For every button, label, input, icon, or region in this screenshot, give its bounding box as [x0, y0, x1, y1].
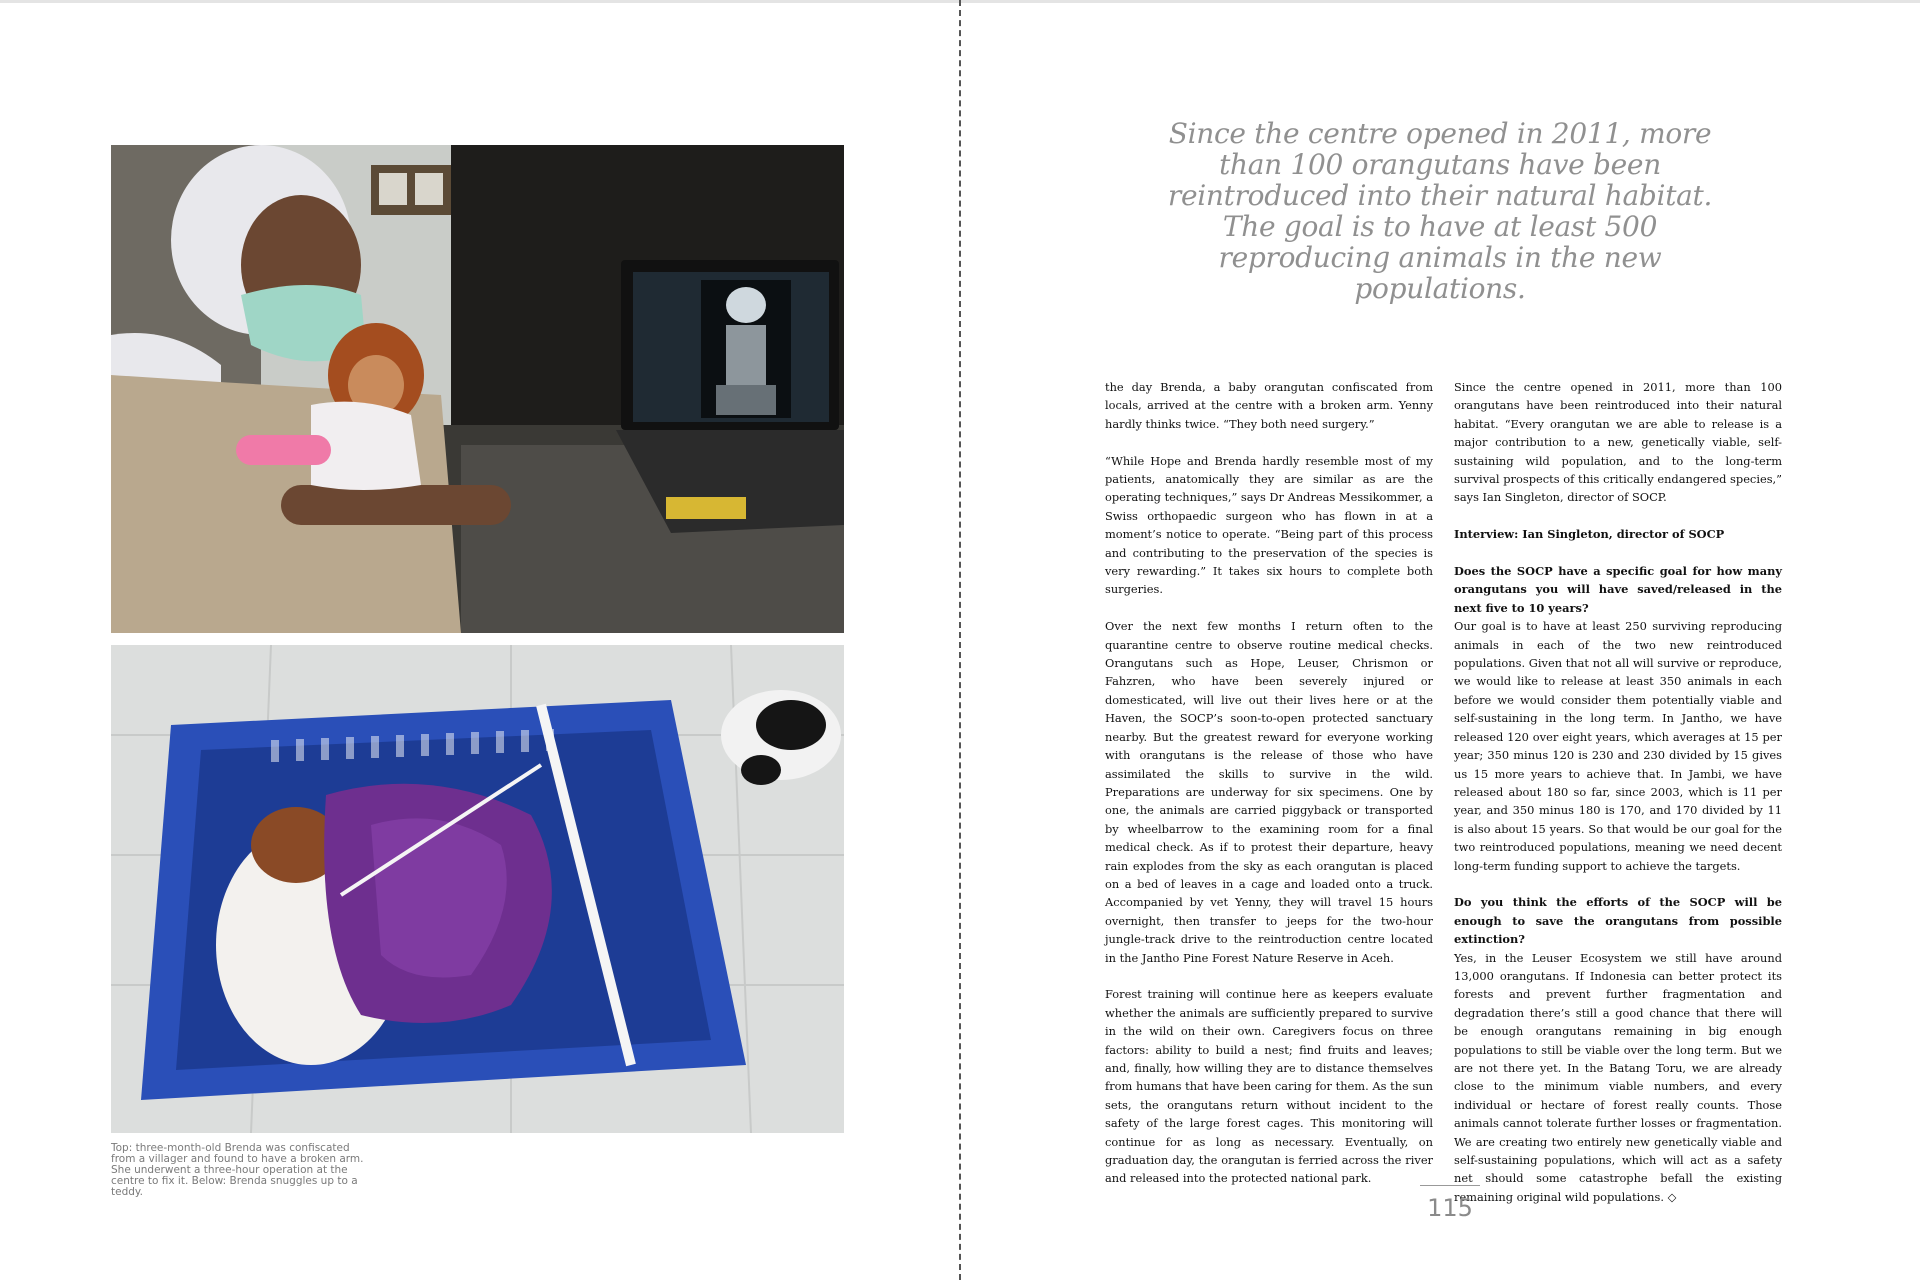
body-column-right [1454, 378, 1782, 1225]
paragraph: “While Hope and Brenda hardly resemble most of my patients, anatomically they are similar as are the operating techniques,” says Dr Andreas Messikommer, a Swiss orthopaedic surgeon who has flown in at a moment’s notice to operate. “Being part of this process and contributing to the preservation of the species is very rewarding.” It takes six hours to complete both surgeries. [1105, 453, 1433, 597]
pull-quote: Since the centre opened in 2011, more than 100 orangutans have been reintroduced into their natural habitat. The goal is to have at least 500 reproducing animals in the new populations. [1167, 117, 1713, 305]
paragraph: Over the next few months I return often to the quarantine centre to observe routine medical checks. Orangutans such as Hope, Leuser, Chrismon or Fahzren, who have been severely injured or domesticated, will live out their lives here or at the Haven, the SOCP’s soon-to-open protected sanctuary nearby. But the greatest reward for everyone working with orangutans is the release of those who have assimilated the skills to survive in the wild. Preparations are underway for six specimens. One by one, the animals are carried piggyback or transported by wheelbarrow to the examining room for a final medical check. As if to protest their departure, heavy rain explodes from the sky as each orangutan is placed on a bed of leaves in a cage and loaded onto a truck. Accompanied by vet Yenny, they will travel 15 hours overnight, then transfer to jeeps for the two-hour jungle-track drive to the reintroduction centre located in the Jantho Pine Forest Nature Reserve in Aceh. [1105, 619, 1433, 965]
photo-caption: Top: three-month-old Brenda was confiscated from a villager and found to have a broken arm. She underwent a three-hour operation at the centre to fix it. Below: Brenda snuggles up to a teddy. [111, 1142, 364, 1198]
page-number: 115 [1420, 1185, 1480, 1222]
photo-orangutan-in-basket [111, 645, 844, 1133]
interview-heading: Interview: Ian Singleton, director of SOCP [1454, 527, 1725, 542]
paragraph-intro: Since the centre opened in 2011, more than 100 orangutans have been reintroduced into their natural habitat. “Every orangutan we are able to release is a major contribution to a new, genetically viable, self-sustaining wild population, and to the long-term survival prospects of this critically endangered species,” says Ian Singleton, director of SOCP. [1454, 380, 1782, 505]
paragraph: the day Brenda, a baby orangutan confiscated from locals, arrived at the centre with a broken arm. Yenny hardly thinks twice. “They both need surgery.” [1105, 380, 1433, 431]
question-2: Do you think the efforts of the SOCP will be enough to save the orangutans from possible extinction? [1454, 895, 1782, 947]
photo-caregiver-with-orangutan [111, 145, 844, 633]
body-column-left [1105, 378, 1433, 1206]
answer-2: Yes, in the Leuser Ecosystem we still have around 13,000 orangutans. If Indonesia can better protect its forests and prevent further fragmentation and degradation there’s still a good chance that there will be enough orangutans remaining in big enough populations to still be viable over the long term. But we are not there yet. In the Batang Toru, we are already close to the minimum viable numbers, and every individual or hectare of forest really counts. Those animals cannot tolerate further losses or fragmentation. We are creating two entirely new genetically viable and self-sustaining populations, which will act as a safety net should some catastrophe befall the existing remaining original wild populations. ◇ [1454, 950, 1782, 1204]
question-1: Does the SOCP have a specific goal for how many orangutans you will have saved/released in the next five to 10 years? [1454, 564, 1782, 615]
paragraph: Forest training will continue here as keepers evaluate whether the animals are sufficiently prepared to survive in the wild on their own. Caregivers focus on three factors: ability to build a nest; find fruits and leaves; and, finally, how willing they are to distance themselves from humans that have been caring for them. As the sun sets, the orangutans return without incident to the safety of the large forest cages. This monitoring will continue for as long as necessary. Eventually, on graduation day, the orangutan is ferried across the river and released into the protected national park. [1105, 987, 1433, 1186]
page-fold-divider [959, 0, 961, 1280]
answer-1: Our goal is to have at least 250 surviving reproducing animals in each of the two new reintroduced populations. Given that not all will survive or reproduce, we would like to release at least 350 animals in each before we would consider them potentially viable and self-sustaining in the long term. In Jantho, we have released 120 over eight years, which averages at 15 per year; 350 minus 120 is 230 and 230 divided by 15 gives us 15 more years to achieve that. In Jambi, we have released about 180 so far, since 2003, which is 11 per year, and 350 minus 180 is 170, and 170 divided by 11 is also about 15 years. So that would be our goal for the two reintroduced populations, meaning we need decent long-term funding support to achieve the targets. [1454, 619, 1782, 873]
